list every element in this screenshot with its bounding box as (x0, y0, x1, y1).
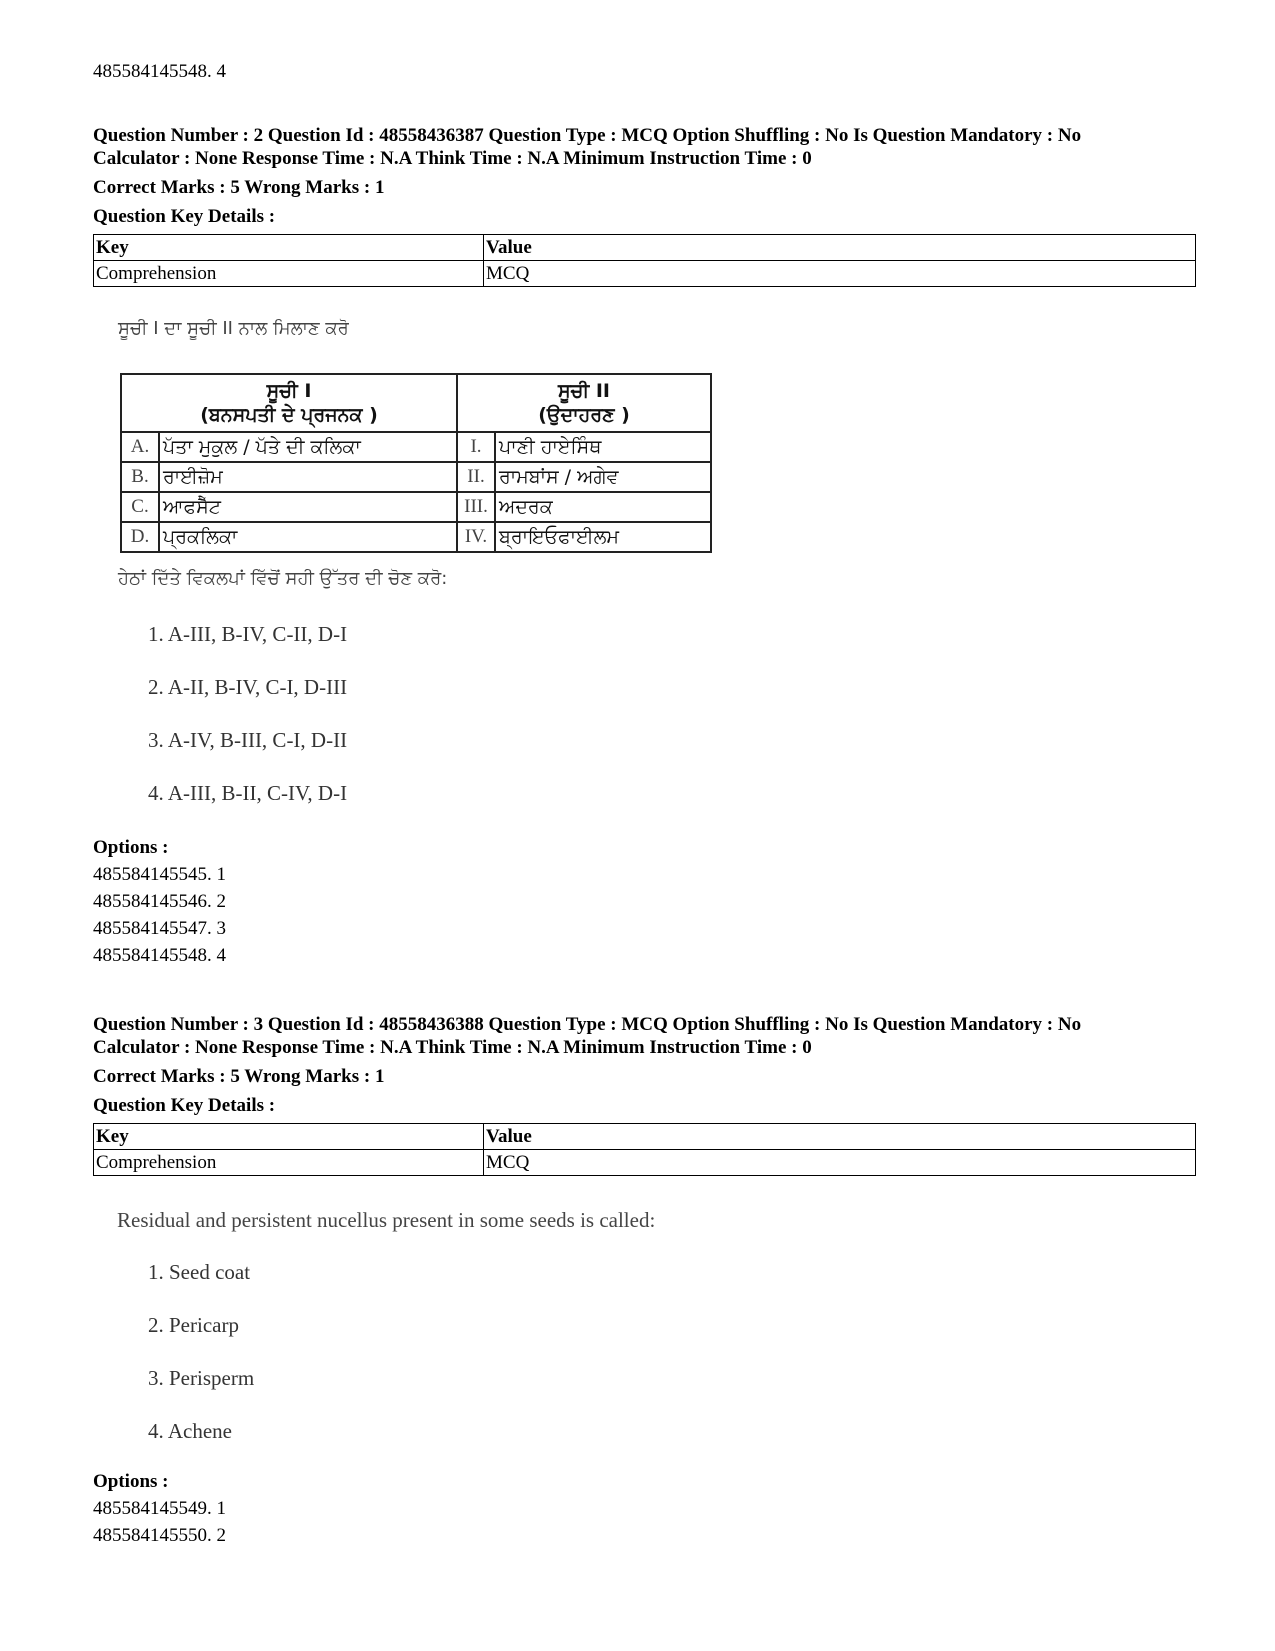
q3-choice: 3. Perisperm (148, 1366, 255, 1390)
list2-item: ਅਦਰਕ (495, 492, 711, 522)
list2-title: ਸੂਚੀ II (558, 380, 610, 402)
q2-option: 485584145548. 4 (93, 945, 226, 966)
list1-subtitle: (ਬਨਸਪਤੀ ਦੇ ਪ੍ਰਜਨਕ ) (200, 404, 378, 426)
key-header: Key (94, 235, 484, 261)
row-label: B. (121, 462, 159, 492)
row-label: C. (121, 492, 159, 522)
row-label: III. (457, 492, 495, 522)
row-label: II. (457, 462, 495, 492)
q2-choice: 2. A-II, B-IV, C-I, D-III (148, 675, 348, 699)
q2-option: 485584145545. 1 (93, 864, 226, 885)
list1-item: ਪ੍ਰਕਲਿਕਾ (159, 522, 457, 552)
list1-item: ਆਫਸੈੱਟ (159, 492, 457, 522)
q2-instruction: ਹੇਠਾਂ ਦਿੱਤੇ ਵਿਕਲਪਾਂ ਵਿੱਚੋਂ ਸਹੀ ਉੱਤਰ ਦੀ ਚੋਣ ਕਰੋ: (118, 568, 448, 589)
value-header: Value (484, 235, 1196, 261)
q2-options-label: Options : (93, 837, 169, 858)
q2-choice: 1. A-III, B-IV, C-II, D-I (148, 622, 348, 646)
key-cell: Comprehension (94, 261, 484, 287)
q2-marks: Correct Marks : 5 Wrong Marks : 1 (93, 177, 385, 198)
list2-item: ਰਾਮਬਾਂਸ / ਅਗੇਵ (495, 462, 711, 492)
row-label: IV. (457, 522, 495, 552)
list1-item: ਰਾਈਜ਼ੋਮ (159, 462, 457, 492)
q2-choice: 3. A-IV, B-III, C-I, D-II (148, 728, 348, 752)
q2-header-line1: Question Number : 2 Question Id : 48558436387 Question Type : MCQ Option Shuffling : No Is Question Mandatory : No (93, 125, 1082, 146)
q2-choice: 4. A-III, B-II, C-IV, D-I (148, 781, 348, 805)
option-line: 485584145548. 4 (93, 61, 226, 82)
q2-key-details-label: Question Key Details : (93, 206, 276, 227)
q3-header-line2: Calculator : None Response Time : N.A Think Time : N.A Minimum Instruction Time : 0 (93, 1037, 812, 1058)
q3-prompt: Residual and persistent nucellus present in some seeds is called: (117, 1208, 656, 1232)
value-cell: MCQ (484, 1150, 1196, 1176)
q3-key-details-label: Question Key Details : (93, 1095, 276, 1116)
q3-choice: 4. Achene (148, 1419, 232, 1443)
q2-option: 485584145546. 2 (93, 891, 226, 912)
q3-options-label: Options : (93, 1471, 169, 1492)
q3-marks: Correct Marks : 5 Wrong Marks : 1 (93, 1066, 385, 1087)
list2-item: ਪਾਣੀ ਹਾਏਸਿੰਥ (495, 432, 711, 462)
row-label: D. (121, 522, 159, 552)
key-header: Key (94, 1124, 484, 1150)
q3-choice: 2. Pericarp (148, 1313, 239, 1337)
q2-header-line2: Calculator : None Response Time : N.A Think Time : N.A Minimum Instruction Time : 0 (93, 148, 812, 169)
row-label: A. (121, 432, 159, 462)
list2-item: ਬ੍ਰਾਇਓਫਾਈਲਮ (495, 522, 711, 552)
q3-option: 485584145549. 1 (93, 1498, 226, 1519)
q3-option: 485584145550. 2 (93, 1525, 226, 1546)
list1-item: ਪੱਤਾ ਮੁਕੁਲ / ਪੱਤੇ ਦੀ ਕਲਿਕਾ (159, 432, 457, 462)
q3-header-line1: Question Number : 3 Question Id : 48558436388 Question Type : MCQ Option Shuffling : No Is Question Mandatory : No (93, 1014, 1082, 1035)
value-cell: MCQ (484, 261, 1196, 287)
list2-header (457, 374, 711, 432)
q2-option: 485584145547. 3 (93, 918, 226, 939)
q2-key-table (93, 234, 1196, 287)
list1-title: ਸੂਚੀ I (266, 380, 312, 402)
key-cell: Comprehension (94, 1150, 484, 1176)
row-label: I. (457, 432, 495, 462)
list2-subtitle: (ਉਦਾਹਰਣ ) (538, 404, 630, 426)
q2-match-table (120, 373, 712, 553)
q3-key-table (93, 1123, 1196, 1176)
q2-prompt: ਸੂਚੀ I ਦਾ ਸੂਚੀ II ਨਾਲ ਮਿਲਾਣ ਕਰੋ (118, 318, 349, 339)
value-header: Value (484, 1124, 1196, 1150)
q3-choice: 1. Seed coat (148, 1260, 251, 1284)
list1-header (121, 374, 457, 432)
